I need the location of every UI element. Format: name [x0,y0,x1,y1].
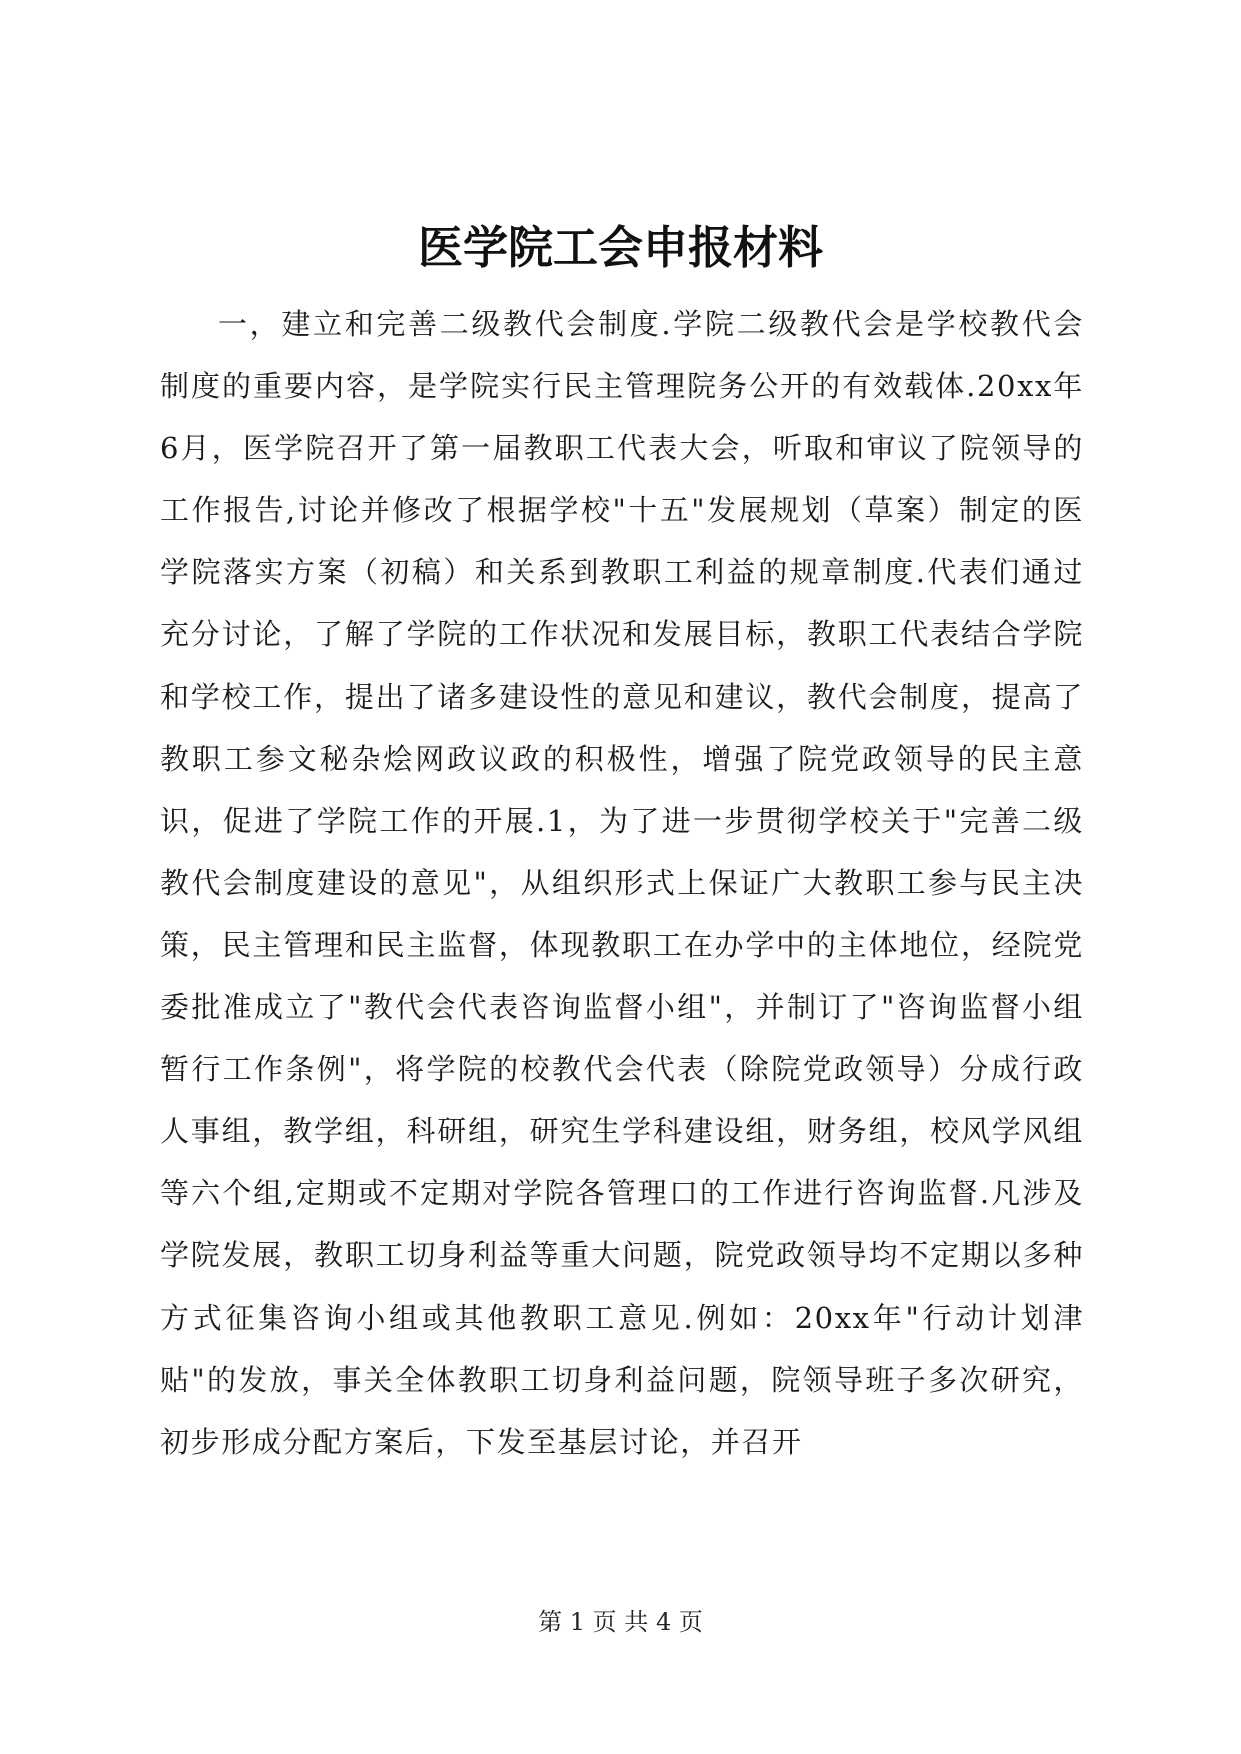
body-paragraph: 一，建立和完善二级教代会制度.学院二级教代会是学校教代会制度的重要内容，是学院实行民主管理院务公开的有效载体.20xx年6月，医学院召开了第一届教职工代表大会，听取和审议了院领导的工作报告,讨论并修改了根据学校"十五"发展规划（草案）制定的医学院落实方案（初稿）和关系到教职工利益的规章制度.代表们通过充分讨论，了解了学院的工作状况和发展目标，教职工代表结合学院和学校工作，提出了诸多建设性的意见和建议，教代会制度，提高了教职工参文秘杂烩网政议政的积极性，增强了院党政领导的民主意识，促进了学院工作的开展.1，为了进一步贯彻学校关于"完善二级教代会制度建设的意见"，从组织形式上保证广大教职工参与民主决策，民主管理和民主监督，体现教职工在办学中的主体地位，经院党委批准成立了"教代会代表咨询监督小组"，并制订了"咨询监督小组暂行工作条例"，将学院的校教代会代表（除院党政领导）分成行政人事组，教学组，科研组，研究生学科建设组，财务组，校风学风组等六个组,定期或不定期对学院各管理口的工作进行咨询监督.凡涉及学院发展，教职工切身利益等重大问题，院党政领导均不定期以多种方式征集咨询小组或其他教职工意见.例如：20xx年"行动计划津贴"的发放，事关全体教职工切身利益问题，院领导班子多次研究，初步形成分配方案后，下发至基层讨论，并召开 [160,307,1084,1459]
document-title: 医学院工会申报材料 [417,221,823,274]
page-indicator: 第 1 页 共 4 页 [538,1608,703,1636]
